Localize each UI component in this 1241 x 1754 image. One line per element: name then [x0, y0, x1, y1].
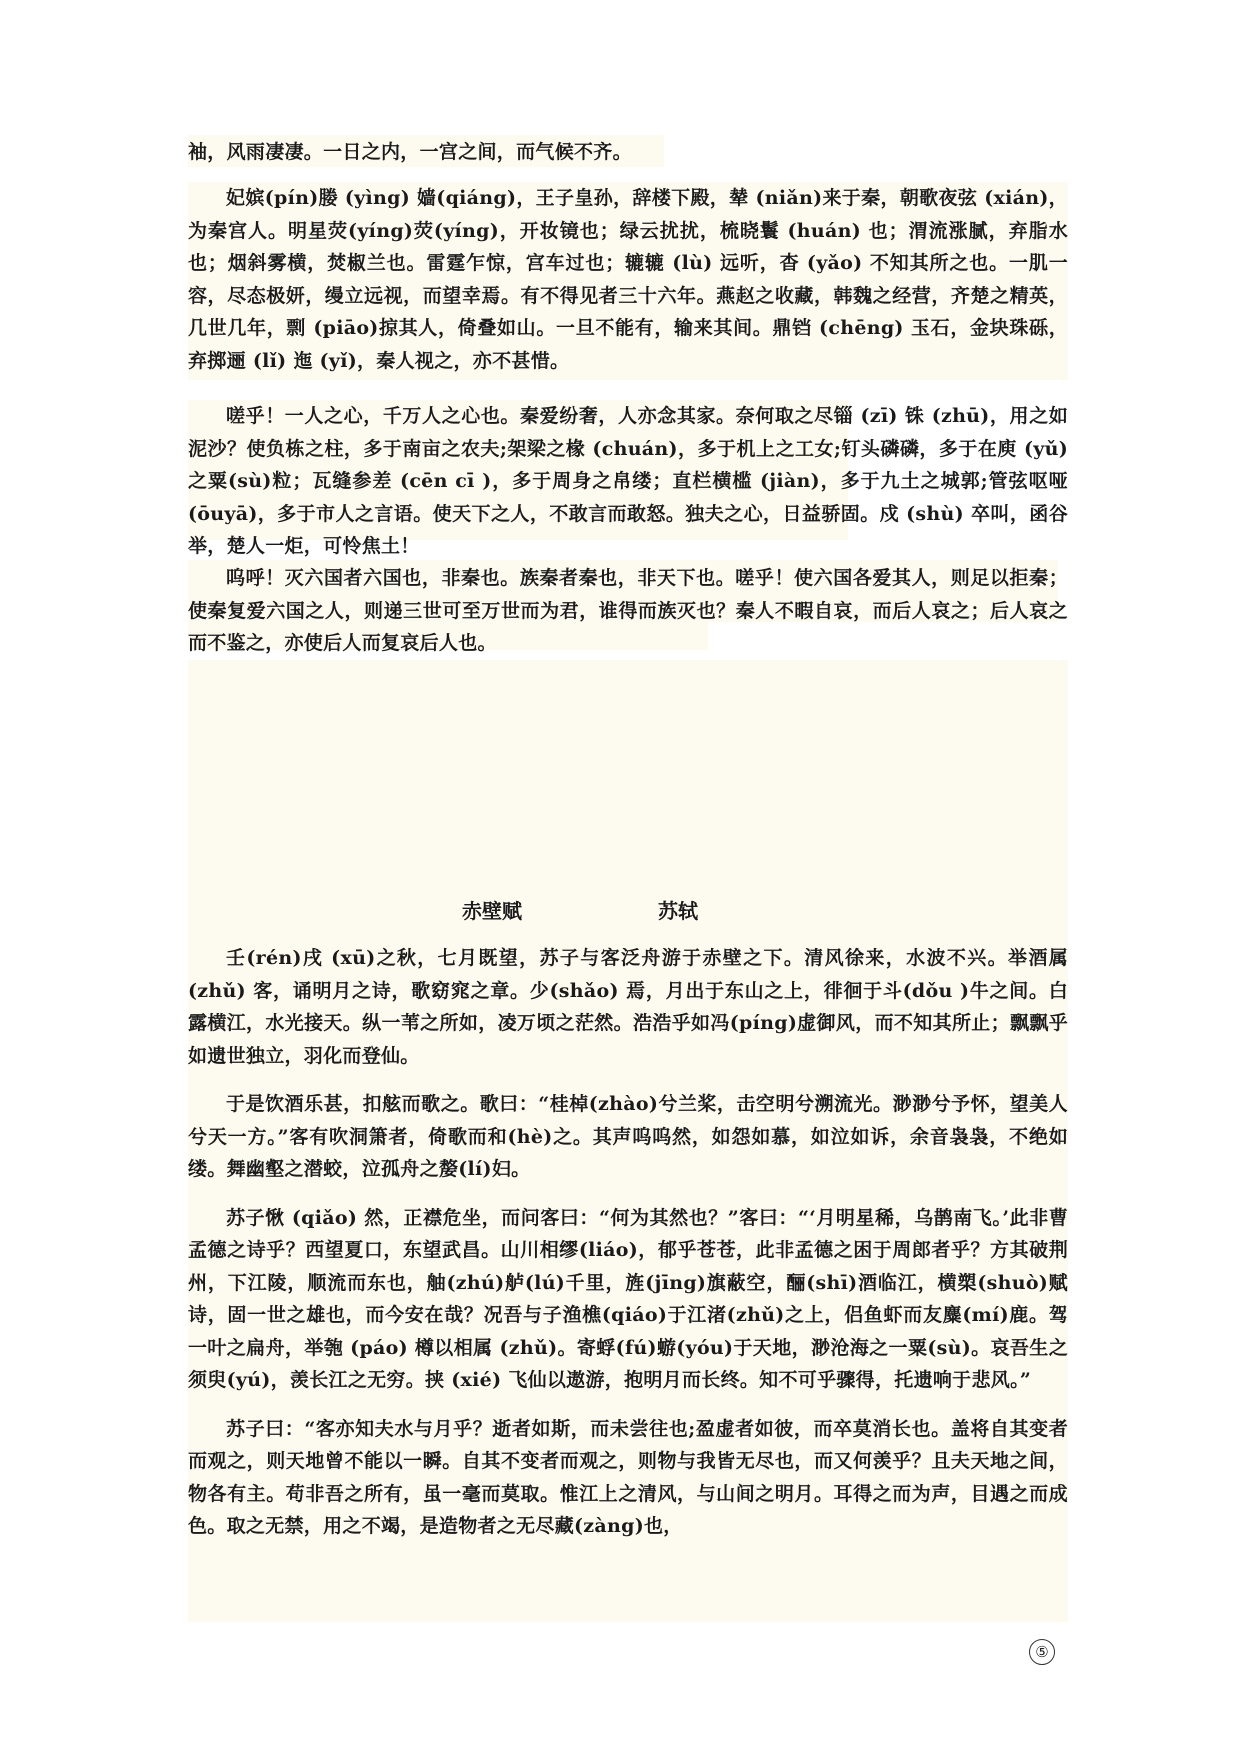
afang-block-3-text: [188, 562, 1068, 660]
chibi-title: 赤壁赋: [462, 899, 522, 923]
afang-paragraph-2: 嗟乎！一人之心，千万人之心也。秦爱纷奢，人亦念其家。奈何取之尽锱 (zī) 铢 (zhū)，用之如泥沙？使负栋之柱，多于南亩之农夫;架梁之椽 (chuán)，多于机上之工女;钉头磷磷，多于在庾 (yǔ) 之粟(sù)粒；瓦缝参差 (cēn cī )，多于周身之帛缕；直栏横槛 (jiàn)，多于九土之城郭;管弦呕哑 (ōuyā)，多于市人之言语。使天下之人，不敢言而敢怒。独夫之心，日益骄固。戍 (shù) 卒叫，函谷举，楚人一炬，可怜焦土！: [188, 405, 1068, 557]
afang-paragraph-0: 袖，风雨凄凄。一日之内，一宫之间，而气候不齐。: [188, 141, 632, 163]
afang-line-block: [188, 135, 664, 167]
chibi-author: 苏轼: [658, 899, 698, 923]
page-number: ⑤: [1029, 1639, 1055, 1665]
chibi-paragraph-3: 苏子愀 (qiǎo) 然，正襟危坐，而问客曰：“何为其然也？”客曰：“‘月明星稀，乌鹊南飞。’此非曹孟德之诗乎？西望夏口，东望武昌。山川相缪(liáo)，郁乎苍苍，此非孟德之困于周郎者乎？方其破荆州，下江陵，顺流而东也，舳(zhú)舻(lú)千里，旌(jīng)旗蔽空，酾(shī)酒临江，横槊(shuò)赋诗，固一世之雄也，而今安在哉？况吾与子渔樵(qiáo)于江渚(zhǔ)之上，侣鱼虾而友麋(mí)鹿。驾一叶之扁舟，举匏 (páo) 樽以相属 (zhǔ)。寄蜉(fú)蝣(yóu)于天地，渺沧海之一粟(sù)。哀吾生之须臾(yú)，羡长江之无穷。挟 (xié) 飞仙以遨游，抱明月而长终。知不可乎骤得，托遗响于悲风。”: [188, 1206, 1068, 1391]
afang-paragraph-1: 妃嫔(pín)媵 (yìng) 嫱(qiáng)，王子皇孙，辞楼下殿，辇 (niǎn)来于秦，朝歌夜弦 (xián)，为秦宫人。明星荧(yíng)荧(yíng)，开妆镜也；绿云扰扰，梳晓鬟 (huán) 也；渭流涨腻，弃脂水也；烟斜雾横，焚椒兰也。雷霆乍惊，宫车过也；辘辘 (lù) 远听，杳 (yǎo) 不知其所之也。一肌一容，尽态极妍，缦立远视，而望幸焉。有不得见者三十六年。燕赵之收藏，韩魏之经营，齐楚之精英，几世几年，剽 (piāo)掠其人，倚叠如山。一旦不能有，输来其间。鼎铛 (chēng) 玉石，金块珠砾，弃掷逦 (lǐ) 迤 (yǐ)，秦人视之，亦不甚惜。: [188, 187, 1068, 372]
chibi-paragraph-1: 壬(rén)戌 (xū)之秋，七月既望，苏子与客泛舟游于赤壁之下。清风徐来，水波不兴。举酒属 (zhǔ) 客，诵明月之诗，歌窈窕之章。少(shǎo) 焉，月出于东山之上，徘徊于斗(dǒu )牛之间。白露横江，水光接天。纵一苇之所如，凌万顷之茫然。浩浩乎如冯(píng)虚御风，而不知其所止；飘飘乎如遗世独立，羽化而登仙。: [188, 947, 1068, 1067]
chibi-paragraph-4: 苏子曰：“客亦知夫水与月乎？逝者如斯，而未尝往也;盈虚者如彼，而卒莫消长也。盖将自其变者而观之，则天地曾不能以一瞬。自其不变者而观之，则物与我皆无尽也，而又何羡乎？且夫天地之间，物各有主。苟非吾之所有，虽一毫而莫取。惟江上之清风，与山间之明月。耳得之而为声，目遇之而成色。取之无禁，用之不竭，是造物者之无尽藏(zàng)也，: [188, 1417, 1068, 1537]
chibi-paragraph-2: 于是饮酒乐甚，扣舷而歌之。歌曰：“桂棹(zhào)兮兰桨，击空明兮溯流光。渺渺兮予怀，望美人兮天一方。”客有吹洞箫者，倚歌而和(hè)之。其声呜呜然，如怨如慕，如泣如诉，余音袅袅，不绝如缕。舞幽壑之潜蛟，泣孤舟之嫠(lí)妇。: [188, 1093, 1068, 1180]
afang-block-1: [188, 182, 1068, 380]
chibi-body: [188, 942, 1068, 1543]
afang-paragraph-3: 呜呼！灭六国者六国也，非秦也。族秦者秦也，非天下也。嗟乎！使六国各爱其人，则足以拒秦；使秦复爱六国之人，则递三世可至万世而为君，谁得而族灭也？秦人不暇自哀，而后人哀之；后人哀之而不鉴之，亦使后人而复哀后人也。: [188, 567, 1068, 654]
afang-block-2-text: [188, 400, 1068, 563]
chibi-title-row: [0, 895, 1241, 929]
